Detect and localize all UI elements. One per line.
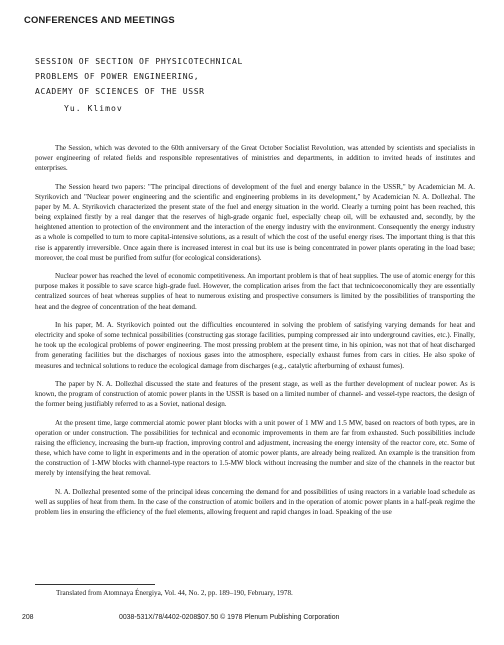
body-paragraph: The Session, which was devoted to the 60th anniversary of the Great October Socialist Revolution, was attended by scientists and specialists in power engineering of related fields and responsible representatives of ministries and departments, in addition to invited heads of institutes and enterprises. <box>35 144 475 173</box>
footnote-divider <box>35 584 155 585</box>
article-title-line: SESSION OF SECTION OF PHYSICOTECHNICAL <box>35 56 243 66</box>
translation-footnote: Translated from Atomnaya Énergiya, Vol. 44, No. 2, pp. 189–190, February, 1978. <box>56 589 293 597</box>
article-title-line: PROBLEMS OF POWER ENGINEERING, <box>35 71 200 81</box>
body-paragraph: Nuclear power has reached the level of economic competitiveness. An important problem is that of heat supplies. The use of atomic energy for this purpose makes it possible to save scarce high-grade fuel. However, the complication arises from the fact that technicoeconomically they are essentially centralized sources of heat whereas supplies of heat to numerous existing and prospective consumers is limited by the possibilities of transporting the heat and the degree of concentration of the heat demand. <box>35 272 475 311</box>
page-number: 208 <box>22 614 34 621</box>
body-paragraph: The paper by N. A. Dollezhal discussed the state and features of the present stage, as well as the further development of nuclear power. As is known, the program of construction of atomic power plants in the USSR is based on a limited number of channel- and vessel-type reactors, the design of the former being justifiably referred to as a Soviet, national design. <box>35 379 475 409</box>
body-paragraph: N. A. Dollezhal presented some of the principal ideas concerning the demand for and possibilities of using reactors in a variable load schedule as well as supplies of heat from them. In the case of the construction of atomic boilers and in the operation of atomic power plants in a half-peak regime the problem lies in ensuring the efficiency of the fuel elements, allowing frequent and rapid changes in load. Speaking of the use <box>35 487 475 516</box>
body-paragraph: The Session heard two papers: "The principal directions of development of the fuel and energy balance in the USSR," by Academician M. A. Styrikovich and "Nuclear power engineering and the scientific and engineering problems in its development," by Academician N. A. Dollezhal. The paper by M. A. Styrikovich characterized the present state of the fuel and energy situation in the world. Clearly a turning point has been reached, this being explained firstly by a real danger that the reserves of high-grade organic fuel, especially cheap oil, will be exhausted and, secondly, by the heightened attention to protection of the environment and the interaction of the energy industry with the environment. Consequently the energy industry as a whole is compelled to turn to more capital-intensive solutions, as a result of which the cost of the useful energy rises. The important thing is that this rise is apparently irreversible. Once again there is increased interest in coal but its use is being concentrated in power plants operating in the load base; moreover, the coal must be purified from sulfur (for ecological considerations). <box>35 182 475 262</box>
author-name: Yu. Klimov <box>64 103 123 113</box>
body-paragraph: At the present time, large commercial atomic power plant blocks with a unit power of 1 MW and 1.5 MW, based on reactors of both types, are in operation or under construction. The possibilities for technical and economic improvements in them are far from exhausted. Such possibilities include raising the efficiency, increasing the burn-up fraction, improving control and adjustment, increasing the energy intensity of the reactor core, etc. Some of these, which have come to light in experiments and in the operation of atomic power plants, are already being realized. An example is the transition from the construction of 1-MW blocks with channel-type reactors to 1.5-MW block without increasing the number and size of the channels in the reactor but merely by intensifying the heat removal. <box>35 418 475 478</box>
body-paragraph: In his paper, M. A. Styrikovich pointed out the difficulties encountered in solving the problem of satisfying varying demands for heat and electricity and spoke of some technical possibilities (constructing gas storage facilities, pumping compressed air into underground cavities, etc.). Finally, he took up the ecological problems of power engineering. The most pressing problem at the present time, in his opinion, was not that of heat discharged from generating facilities but the discharges of noxious gases into the atmosphere, especially exhaust fumes from cars in cities. He also spoke of measures and technical solutions to reduce the ecological damage from discharges (e.g., catalytic afterburning of exhaust fumes). <box>35 320 475 370</box>
copyright-line: 0038-531X/78/4402-0208$07.50 © 1978 Plenum Publishing Corporation <box>119 614 340 621</box>
article-title-line: ACADEMY OF SCIENCES OF THE USSR <box>35 86 205 96</box>
article-body <box>35 143 475 525</box>
section-heading: CONFERENCES AND MEETINGS <box>24 14 175 25</box>
article-title <box>35 54 243 99</box>
